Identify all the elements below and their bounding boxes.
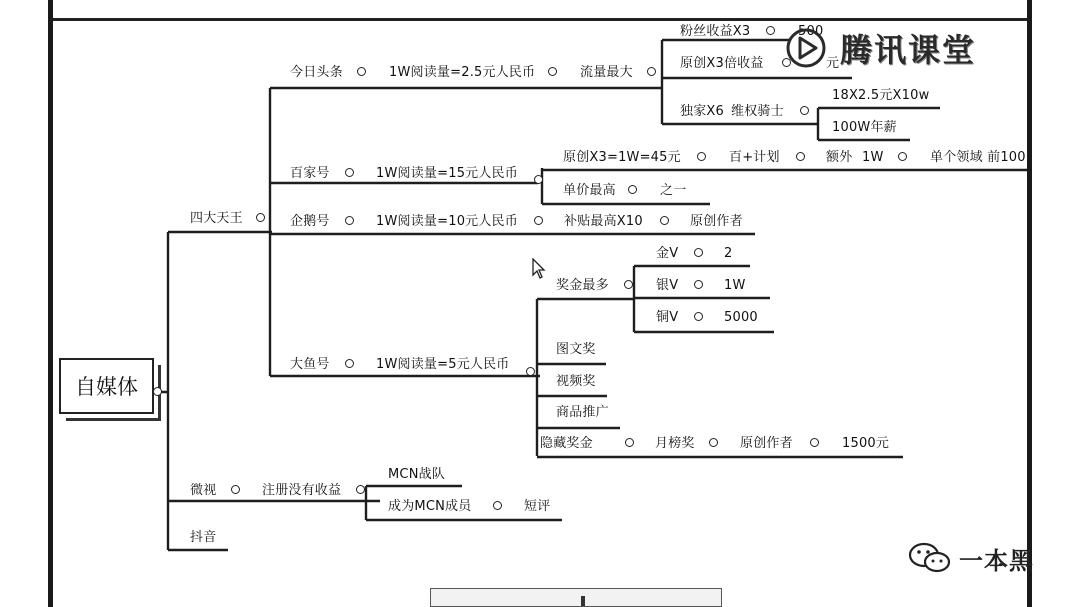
ranking-award-toggle[interactable] — [709, 438, 718, 447]
weishi-become-mcn[interactable]: 成为MCN成员 — [388, 499, 472, 514]
qie-subsidy-toggle[interactable] — [660, 216, 669, 225]
tencent-classroom-watermark — [780, 22, 1002, 74]
unit-price-toggle[interactable] — [628, 185, 637, 194]
dayu-original-author[interactable]: 原创作者 — [740, 436, 793, 451]
baijia-one-of[interactable]: 之一 — [660, 183, 687, 198]
fans-income-value[interactable]: 500 — [798, 24, 824, 39]
wechat-icon — [907, 541, 953, 575]
node-dayu[interactable]: 大鱼号 — [290, 357, 330, 372]
fans-income-toggle[interactable] — [766, 26, 775, 35]
toutiao-annual[interactable]: 100W年薪 — [832, 120, 897, 135]
baijia-unit-price[interactable]: 单价最高 — [563, 183, 616, 198]
baijia-original-toggle[interactable] — [697, 152, 706, 161]
toutiao-exclusive[interactable]: 独家X6 — [680, 104, 724, 119]
dayu-rate[interactable]: 1W阅读量=5元人民币 — [376, 357, 510, 372]
wechat-watermark — [907, 538, 1034, 578]
toutiao-calc[interactable]: 18X2.5元X10w — [832, 88, 930, 103]
root-expand-toggle[interactable] — [153, 387, 162, 396]
play-logo-icon — [780, 25, 832, 71]
dayu-image-text-award[interactable]: 图文奖 — [556, 342, 596, 357]
node-douyin[interactable]: 抖音 — [190, 530, 217, 545]
qie-author[interactable]: 原创作者 — [690, 214, 743, 229]
silver-v-value[interactable]: 1W — [724, 278, 746, 293]
knight-toggle[interactable] — [800, 106, 809, 115]
baijia-extra-toggle[interactable] — [898, 152, 907, 161]
dayu-toggle[interactable] — [345, 359, 354, 368]
watermark-bottom-text: 一本黑 — [959, 546, 1034, 575]
toutiao-toggle[interactable] — [357, 67, 366, 76]
dayu-hidden-award[interactable]: 隐藏奖金 — [540, 436, 593, 451]
original-income-value[interactable]: 元 — [826, 56, 840, 71]
baijia-rate[interactable]: 1W阅读量=15元人民币 — [376, 166, 518, 181]
node-weishi[interactable]: 微视 — [190, 483, 217, 498]
node-toutiao[interactable]: 今日头条 — [290, 65, 343, 80]
scrollbar-thumb[interactable] — [581, 596, 585, 606]
dayu-gold-v[interactable]: 金V — [656, 246, 679, 261]
silver-v-toggle[interactable] — [694, 280, 703, 289]
baijia-original[interactable]: 原创X3=1W=45元 — [563, 150, 681, 165]
dayu-bronze-v[interactable]: 铜V — [656, 310, 679, 325]
weishi-toggle[interactable] — [231, 485, 240, 494]
baijia-plan[interactable]: 百+计划 — [729, 150, 780, 165]
weishi-no-income[interactable]: 注册没有收益 — [262, 483, 342, 498]
dayu-rate-toggle[interactable] — [526, 367, 535, 376]
root-node[interactable] — [59, 358, 154, 414]
qie-rate[interactable]: 1W阅读量=10元人民币 — [376, 214, 518, 229]
toutiao-original-income[interactable]: 原创X3倍收益 — [680, 56, 764, 71]
baijia-toggle[interactable] — [345, 168, 354, 177]
become-mcn-toggle[interactable] — [493, 501, 502, 510]
baijia-single[interactable]: 单个领域 前100 — [930, 150, 1026, 165]
mouse-cursor-icon — [532, 258, 546, 280]
bronze-v-value[interactable]: 5000 — [724, 310, 758, 325]
four-kings-toggle[interactable] — [256, 213, 265, 222]
baijia-extra-value[interactable]: 1W — [862, 150, 884, 165]
toutiao-rate-toggle[interactable] — [548, 67, 557, 76]
toutiao-feature-toggle[interactable] — [647, 67, 656, 76]
weishi-mcn-team[interactable]: MCN战队 — [388, 467, 446, 482]
bonus-most-toggle[interactable] — [624, 280, 633, 289]
qie-rate-toggle[interactable] — [534, 216, 543, 225]
dayu-product-promo[interactable]: 商品推广 — [556, 405, 609, 420]
toutiao-fans-income[interactable]: 粉丝收益X3 — [680, 24, 751, 39]
qie-toggle[interactable] — [345, 216, 354, 225]
baijia-extra[interactable]: 额外 — [826, 150, 853, 165]
toutiao-rate[interactable]: 1W阅读量=2.5元人民币 — [389, 65, 536, 80]
gold-v-toggle[interactable] — [694, 248, 703, 257]
qie-subsidy[interactable]: 补贴最高X10 — [564, 214, 643, 229]
toutiao-feature[interactable]: 流量最大 — [580, 65, 633, 80]
node-four-kings[interactable]: 四大天王 — [190, 211, 243, 226]
baijia-rate-toggle[interactable] — [534, 175, 543, 184]
horizontal-scrollbar[interactable] — [430, 588, 722, 607]
node-qie[interactable]: 企鹅号 — [290, 214, 330, 229]
root-label: 自媒体 — [75, 375, 138, 399]
weishi-short-video[interactable]: 短评 — [524, 499, 551, 514]
bronze-v-toggle[interactable] — [694, 312, 703, 321]
dayu-ranking-award[interactable]: 月榜奖 — [655, 436, 695, 451]
dayu-silver-v[interactable]: 银V — [656, 278, 679, 293]
dayu-video-award[interactable]: 视频奖 — [556, 374, 596, 389]
baijia-plan-toggle[interactable] — [796, 152, 805, 161]
node-baijia[interactable]: 百家号 — [290, 166, 330, 181]
gold-v-value[interactable]: 2 — [724, 246, 733, 261]
no-income-toggle[interactable] — [356, 485, 365, 494]
original-author-toggle[interactable] — [810, 438, 819, 447]
toutiao-knight[interactable]: 维权骑士 — [731, 104, 784, 119]
dayu-amount[interactable]: 1500元 — [842, 436, 890, 451]
dayu-bonus-most[interactable]: 奖金最多 — [556, 278, 609, 293]
hidden-award-toggle[interactable] — [625, 438, 634, 447]
watermark-top-text: 腾讯课堂 — [840, 31, 977, 69]
